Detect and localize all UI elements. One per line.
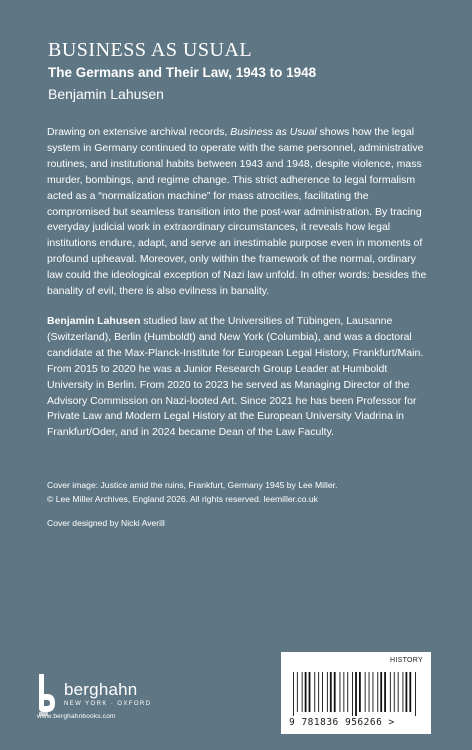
copyright-notice: © Lee Miller Archives, England 2026. All rights reserved. leemiller.co.uk xyxy=(47,494,318,504)
barcode-bar xyxy=(340,672,341,712)
barcode-bar xyxy=(293,672,294,716)
barcode-bar xyxy=(365,672,366,712)
barcode-bar xyxy=(322,672,323,712)
barcode-bar xyxy=(377,672,378,712)
barcode-bar xyxy=(398,672,399,712)
barcode-bar xyxy=(334,672,336,712)
description-text-start: Drawing on extensive archival records, xyxy=(47,126,231,138)
barcode-bar xyxy=(302,672,303,712)
barcode-bar xyxy=(403,672,404,712)
barcode-bar xyxy=(359,672,361,712)
book-description xyxy=(47,125,432,441)
barcode-bar xyxy=(347,672,348,712)
book-title-italic: Business as Usual xyxy=(230,126,317,138)
barcode-bar xyxy=(327,672,328,712)
cover-header xyxy=(48,38,448,103)
barcode-bar xyxy=(352,672,353,716)
cover-image-credit: Cover image: Justice amid the ruins, Frankfurt, Germany 1945 by Lee Miller. xyxy=(47,480,338,490)
barcode-box xyxy=(281,652,431,734)
description-text-rest: shows how the legal system in Germany continued to operate with the same personnel, administrative routines, and institutional habits between 1943 and 1948, despite violence, mass murder, bombings, and regime change. This strict adherence to legal formalism acted as a “normalization machine” for mass atrocities, facilitating the compromised but seamless transition into the post-war administration. By tracing everyday judicial work in extraordinary circumstances, it reveals how legal institutions endure, adapt, and serve an inestimable purpose even in moments of profound upheaval. Moreover, only within the framework of the normal, ordinary law could the ideological exception of Nazi law unfold. In other words: besides the banality of evil, there is also evilness in banality. xyxy=(47,126,427,298)
barcode-bar xyxy=(380,672,382,712)
book-title: BUSINESS AS USUAL xyxy=(48,39,253,61)
barcode-bar xyxy=(309,672,311,712)
book-subtitle: The Germans and Their Law, 1943 to 1948 xyxy=(48,65,317,80)
barcode-bar xyxy=(318,672,319,712)
barcode-bar xyxy=(384,672,386,712)
barcode-bar xyxy=(369,672,370,712)
cover-credits xyxy=(47,478,437,530)
barcode-bar xyxy=(394,672,395,712)
barcode-bar xyxy=(297,672,298,712)
barcode-bar xyxy=(343,672,344,712)
barcode-bar xyxy=(406,672,408,712)
barcode-bar xyxy=(409,672,411,712)
barcode-bar xyxy=(390,672,391,712)
barcode-bar xyxy=(330,672,332,712)
book-author: Benjamin Lahusen xyxy=(48,86,164,102)
barcode-bar xyxy=(314,672,315,712)
author-bio-text: studied law at the Universities of Tübingen, Lausanne (Switzerland), Berlin (Humboldt) and New York (Columbia), and was a doctoral candidate at the Max-Planck-Institute for European Legal History, Frankfurt/Main. From 2015 to 2020 he was a Junior Research Group Leader at Humboldt University in Berlin. From 2020 to 2023 he served as Managing Director of the Advisory Commission on Nazi-looted Art. Since 2021 he has been Professor for Private Law and Modern Legal History at the European University Viadrina in Frankfurt/Oder, and in 2024 became Dean of the Law Faculty. xyxy=(47,314,424,439)
barcode-bar xyxy=(355,672,357,716)
author-bio xyxy=(47,314,432,441)
barcode-bar xyxy=(373,672,374,712)
publisher-name: berghahn xyxy=(64,680,138,699)
author-bio-name: Benjamin Lahusen xyxy=(47,314,141,327)
category-label: HISTORY xyxy=(390,657,423,664)
isbn-digits: 9 781836 956266 > xyxy=(289,717,395,728)
description-paragraph xyxy=(47,125,432,300)
barcode-bar xyxy=(305,672,307,712)
isbn-barcode xyxy=(291,672,421,716)
barcode-bar xyxy=(415,672,416,716)
cover-designer-credit: Cover designed by Nicki Averill xyxy=(47,518,165,528)
publisher-logo xyxy=(36,672,176,724)
publisher-locations: NEW YORK · OXFORD xyxy=(64,701,152,707)
publisher-url: www.berghahnbooks.com xyxy=(37,713,116,720)
